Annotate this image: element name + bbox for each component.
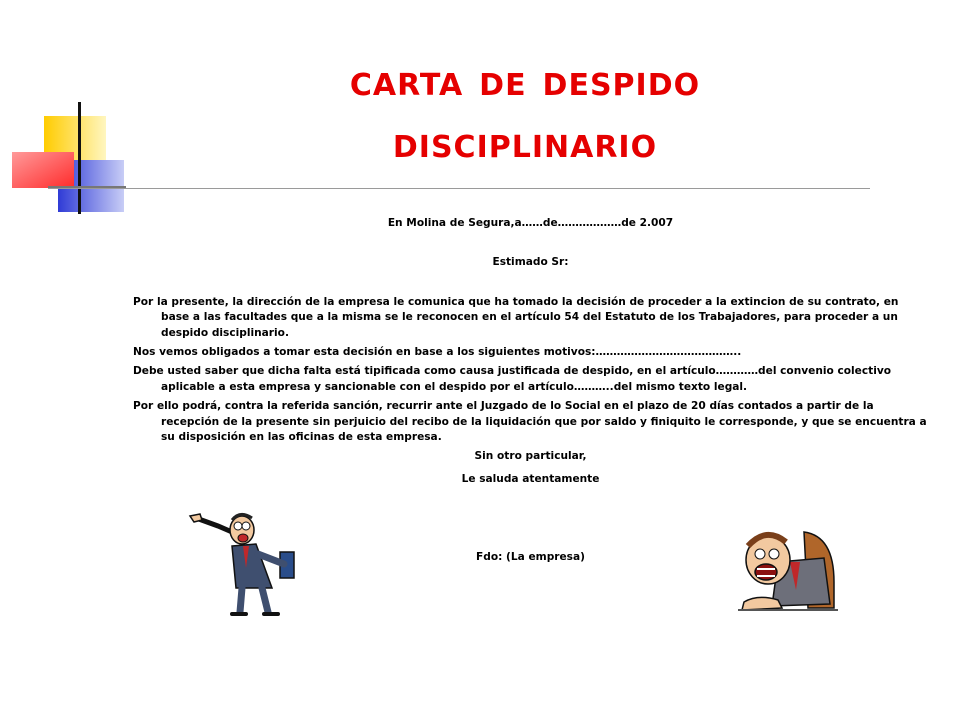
- page-title: [180, 50, 870, 174]
- letter-paragraph: Nos vemos obligados a tomar esta decisión en base a los siguientes motivos:…………………………………..: [133, 346, 742, 359]
- title-line-1: carta de despido: [349, 56, 701, 106]
- decorative-squares-graphic: [0, 0, 140, 220]
- letter-paragraph: Debe usted saber que dicha falta está tipificada como causa justificada de despido, en el artículo…………del convenio colectivo aplicable a esta empresa y sancionable con el despido por el artículo………..del mismo texto legal.: [133, 365, 892, 393]
- greeting: Estimado Sr:: [492, 256, 569, 269]
- title-line-2: disciplinario: [392, 118, 658, 168]
- closing-line: Sin otro particular,: [474, 450, 587, 463]
- shouting-man-clipart: [738, 522, 838, 614]
- date-line: En Molina de Segura,a……de………………de 2.007: [387, 217, 674, 229]
- letter-body: [133, 216, 928, 563]
- letter-paragraph: Por la presente, la dirección de la empresa le comunica que ha tomado la decisión de proceder a la extincion de su contrato, en base a las facultades que a la misma se le reconocen en el artículo 54 del Estatuto de los Trabajadores, para proceder a un despido disciplinario.: [133, 295, 899, 339]
- signature-line: Fdo: (La empresa): [476, 551, 585, 563]
- letter-paragraph: Por ello podrá, contra la referida sanción, recurrir ante el Juzgado de lo Social en el plazo de 20 días contados a partir de la recepción de la presente sin perjuicio del recibo de la liquidación que por saldo y finiquito le corresponde, y que se encuentra a su disposición en las oficinas de esta empresa.: [133, 400, 927, 444]
- closing-line: Le saluda atentamente: [461, 472, 600, 485]
- title-divider: [48, 188, 870, 189]
- angry-boss-clipart: [188, 508, 308, 618]
